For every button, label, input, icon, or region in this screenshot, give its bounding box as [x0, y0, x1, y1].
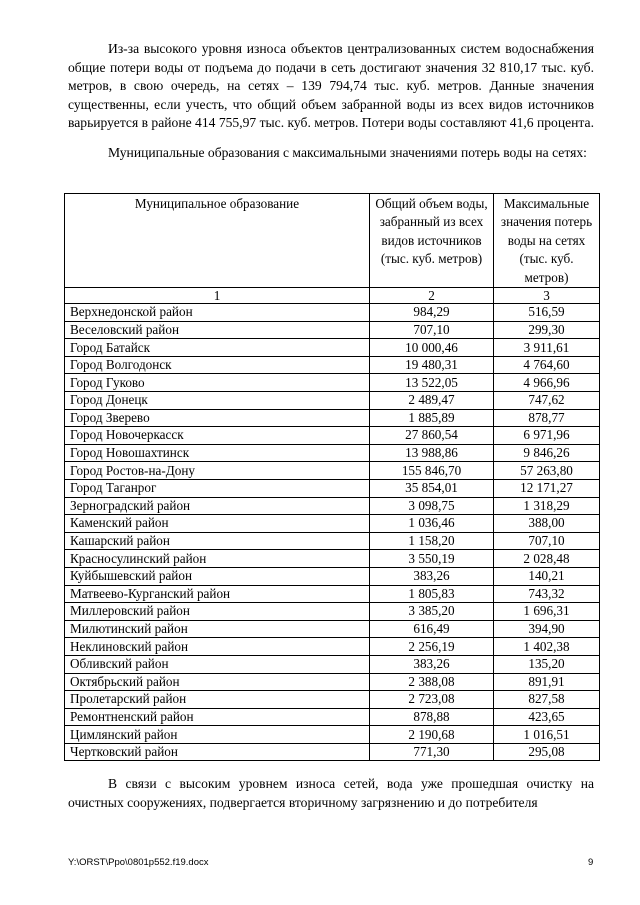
footer-file-path: Y:\ORST\Ppo\0801p552.f19.docx	[68, 857, 209, 868]
intro-paragraph: Из-за высокого уровня износа объектов централизованных систем водоснабжения общие потери воды от подъема до подачи в сеть достигают значения 32 810,17 тыс. куб. метров, в свою очередь, на сетях – 139 794,74 тыс. куб. метров. Данные значения существенны, если учесть, что общий объем забранной воды из всех видов источников варьируется в районе 414 755,97 тыс. куб. метров. Потери воды составляют 41,6 процента.	[68, 41, 594, 130]
total-volume-cell: 35 854,01	[370, 479, 494, 497]
municipality-cell: Куйбышевский район	[65, 567, 370, 585]
table-row	[65, 691, 600, 709]
max-losses-cell: 707,10	[494, 532, 600, 550]
table-row	[65, 497, 600, 515]
table-body	[65, 304, 600, 761]
header-max-losses: Максимальные значения потерь воды на сетях (тыс. куб. метров)	[494, 194, 600, 288]
total-volume-cell: 771,30	[370, 743, 494, 761]
total-volume-cell: 383,26	[370, 655, 494, 673]
max-losses-cell: 827,58	[494, 691, 600, 709]
municipality-cell: Ремонтненский район	[65, 708, 370, 726]
max-losses-cell: 57 263,80	[494, 462, 600, 480]
total-volume-cell: 19 480,31	[370, 356, 494, 374]
max-losses-cell: 516,59	[494, 304, 600, 322]
total-volume-cell: 984,29	[370, 304, 494, 322]
max-losses-cell: 747,62	[494, 392, 600, 410]
max-losses-cell: 743,32	[494, 585, 600, 603]
max-losses-cell: 9 846,26	[494, 444, 600, 462]
municipality-cell: Город Зверево	[65, 409, 370, 427]
total-volume-cell: 1 885,89	[370, 409, 494, 427]
municipality-cell: Город Таганрог	[65, 479, 370, 497]
total-volume-cell: 2 723,08	[370, 691, 494, 709]
table-row	[65, 409, 600, 427]
table-row	[65, 743, 600, 761]
header-municipality: Муниципальное образование	[65, 194, 370, 288]
max-losses-cell: 4 764,60	[494, 356, 600, 374]
table-row	[65, 655, 600, 673]
municipality-cell: Неклиновский район	[65, 638, 370, 656]
max-losses-cell: 423,65	[494, 708, 600, 726]
max-losses-cell: 1 016,51	[494, 726, 600, 744]
table-row	[65, 532, 600, 550]
max-losses-cell: 1 402,38	[494, 638, 600, 656]
municipality-cell: Город Донецк	[65, 392, 370, 410]
table-row	[65, 427, 600, 445]
column-number: 2	[370, 288, 494, 304]
total-volume-cell: 383,26	[370, 567, 494, 585]
max-losses-cell: 1 696,31	[494, 603, 600, 621]
max-losses-cell: 4 966,96	[494, 374, 600, 392]
total-volume-cell: 13 522,05	[370, 374, 494, 392]
table-row	[65, 726, 600, 744]
column-number: 3	[494, 288, 600, 304]
total-volume-cell: 2 256,19	[370, 638, 494, 656]
table-row	[65, 708, 600, 726]
table-row	[65, 339, 600, 357]
max-losses-cell: 891,91	[494, 673, 600, 691]
total-volume-cell: 1 805,83	[370, 585, 494, 603]
total-volume-cell: 2 388,08	[370, 673, 494, 691]
table-row	[65, 585, 600, 603]
total-volume-cell: 1 158,20	[370, 532, 494, 550]
total-volume-cell: 3 550,19	[370, 550, 494, 568]
max-losses-cell: 299,30	[494, 321, 600, 339]
max-losses-cell: 878,77	[494, 409, 600, 427]
municipality-cell: Матвеево-Курганский район	[65, 585, 370, 603]
table-row	[65, 515, 600, 533]
table-row	[65, 638, 600, 656]
table-row	[65, 444, 600, 462]
max-losses-cell: 1 318,29	[494, 497, 600, 515]
municipality-cell: Красносулинский район	[65, 550, 370, 568]
table-row	[65, 374, 600, 392]
header-total-volume: Общий объем воды, забранный из всех видов источников (тыс. куб. метров)	[370, 194, 494, 288]
total-volume-cell: 27 860,54	[370, 427, 494, 445]
closing-paragraph: В связи с высоким уровнем износа сетей, вода уже прошедшая очистку на очистных сооружениях, подвергается вторичному загрязнению и до потребителя	[68, 776, 594, 810]
total-volume-cell: 10 000,46	[370, 339, 494, 357]
municipality-cell: Чертковский район	[65, 743, 370, 761]
max-losses-cell: 135,20	[494, 655, 600, 673]
max-losses-cell: 140,21	[494, 567, 600, 585]
max-losses-cell: 295,08	[494, 743, 600, 761]
municipality-cell: Верхнедонской район	[65, 304, 370, 322]
municipality-cell: Пролетарский район	[65, 691, 370, 709]
table-lead-paragraph: Муниципальные образования с максимальными значениями потерь воды на сетях:	[108, 145, 587, 160]
column-number: 1	[65, 288, 370, 304]
municipality-cell: Веселовский район	[65, 321, 370, 339]
municipality-cell: Город Ростов-на-Дону	[65, 462, 370, 480]
municipality-cell: Город Волгодонск	[65, 356, 370, 374]
municipality-cell: Город Новошахтинск	[65, 444, 370, 462]
table-row	[65, 567, 600, 585]
total-volume-cell: 1 036,46	[370, 515, 494, 533]
municipality-cell: Зерноградский район	[65, 497, 370, 515]
total-volume-cell: 3 385,20	[370, 603, 494, 621]
municipality-cell: Город Новочеркасск	[65, 427, 370, 445]
total-volume-cell: 3 098,75	[370, 497, 494, 515]
municipality-cell: Милютинский район	[65, 620, 370, 638]
total-volume-cell: 2 489,47	[370, 392, 494, 410]
total-volume-cell: 13 988,86	[370, 444, 494, 462]
table-row	[65, 356, 600, 374]
max-losses-cell: 388,00	[494, 515, 600, 533]
table-row	[65, 479, 600, 497]
table-row	[65, 304, 600, 322]
table-row	[65, 462, 600, 480]
max-losses-cell: 12 171,27	[494, 479, 600, 497]
municipality-cell: Октябрьский район	[65, 673, 370, 691]
table-row	[65, 603, 600, 621]
table-header-row	[65, 194, 600, 288]
table-row	[65, 550, 600, 568]
total-volume-cell: 155 846,70	[370, 462, 494, 480]
total-volume-cell: 707,10	[370, 321, 494, 339]
table-row	[65, 620, 600, 638]
max-losses-cell: 6 971,96	[494, 427, 600, 445]
max-losses-cell: 394,90	[494, 620, 600, 638]
column-number-row	[65, 288, 600, 304]
table-row	[65, 673, 600, 691]
table-row	[65, 321, 600, 339]
max-losses-cell: 2 028,48	[494, 550, 600, 568]
municipality-cell: Цимлянский район	[65, 726, 370, 744]
municipality-cell: Каменский район	[65, 515, 370, 533]
table-row	[65, 392, 600, 410]
total-volume-cell: 616,49	[370, 620, 494, 638]
municipality-cell: Миллеровский район	[65, 603, 370, 621]
municipality-cell: Город Батайск	[65, 339, 370, 357]
page-number: 9	[588, 857, 594, 868]
total-volume-cell: 878,88	[370, 708, 494, 726]
municipality-cell: Кашарский район	[65, 532, 370, 550]
max-losses-cell: 3 911,61	[494, 339, 600, 357]
municipality-cell: Обливский район	[65, 655, 370, 673]
municipality-cell: Город Гуково	[65, 374, 370, 392]
water-loss-table	[64, 193, 600, 761]
total-volume-cell: 2 190,68	[370, 726, 494, 744]
